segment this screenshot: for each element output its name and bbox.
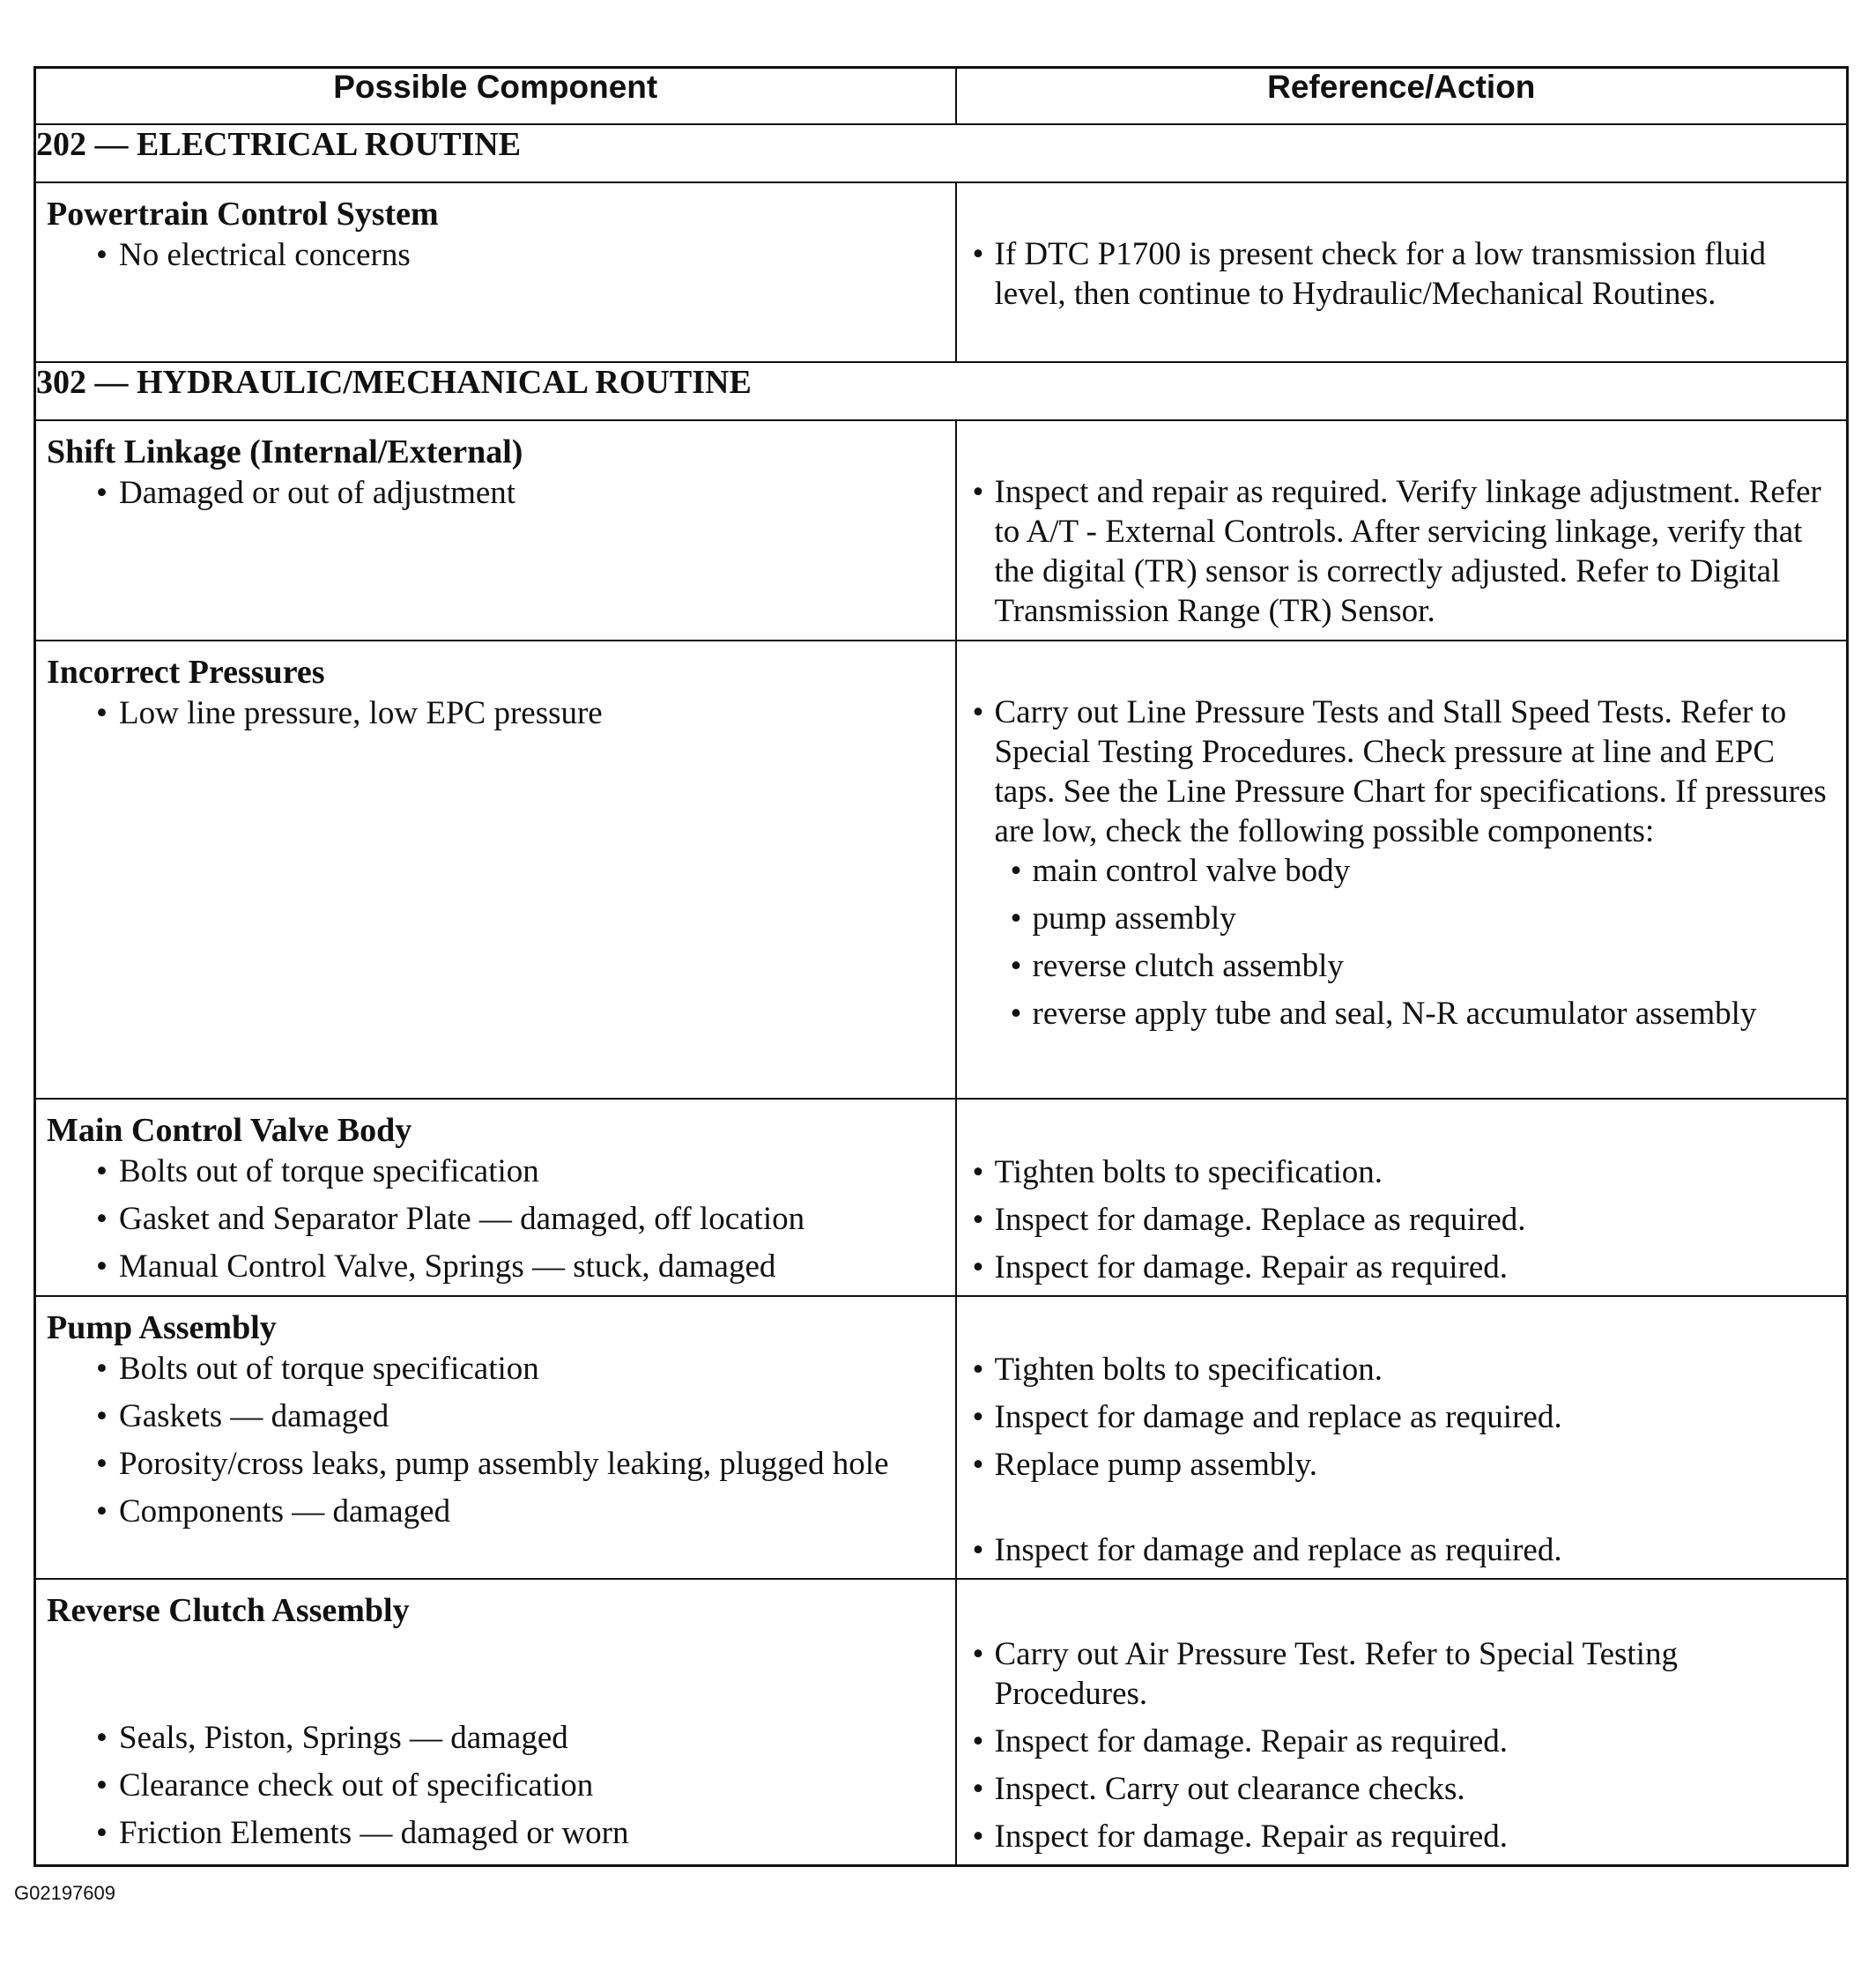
figure-code: G02197609 (14, 1882, 115, 1904)
list-item: • Inspect for damage. Replace as required. (957, 1200, 1847, 1240)
component-title: Incorrect Pressures (47, 654, 325, 691)
header-reference-action: Reference/Action (956, 68, 1848, 125)
component-title: Powertrain Control System (47, 196, 439, 233)
list-item: • Porosity/cross leaks, pump assembly leaking, plugged hole (36, 1445, 902, 1483)
action-list (957, 693, 1847, 1033)
component-items (36, 1633, 955, 1852)
list-item: • Inspect for damage and replace as required. (957, 1530, 1847, 1570)
header-row (35, 68, 1848, 125)
routine-title: 202 — ELECTRICAL ROUTINE (35, 124, 1848, 182)
list-item: • Inspect for damage. Repair as required. (957, 1248, 1847, 1287)
component-cell (35, 641, 956, 1099)
component-items (36, 236, 955, 274)
component-items (36, 1152, 955, 1285)
list-item: • Replace pump assembly. (957, 1445, 1847, 1485)
action-text: Carry out Line Pressure Tests and Stall Speed Tests. Refer to Special Testing Procedures. Check pressure at line and EPC taps. See the Line Pressure Chart for specifications. If pressures are low, check the following possible components: (994, 694, 1827, 849)
list-item: • If DTC P1700 is present check for a low transmission fluid level, then continue to Hydraulic/Mechanical Routines. (957, 234, 1847, 314)
list-item: • No electrical concerns (36, 236, 955, 274)
action-list (957, 1634, 1847, 1856)
list-item: • Carry out Air Pressure Test. Refer to Special Testing Procedures. (957, 1634, 1847, 1714)
subitem-list (995, 851, 1835, 1033)
component-row-reverse-clutch (35, 1579, 1848, 1866)
component-title: Pump Assembly (47, 1309, 277, 1346)
component-items (36, 694, 955, 732)
action-cell (956, 420, 1848, 641)
list-item: • Bolts out of torque specification (36, 1152, 955, 1190)
component-cell (35, 1099, 956, 1296)
action-cell (956, 182, 1848, 362)
routine-row-electrical (35, 124, 1848, 182)
list-item: • Tighten bolts to specification. (957, 1350, 1847, 1389)
list-item: • Friction Elements — damaged or worn (36, 1814, 955, 1852)
list-item: • Components — damaged (36, 1493, 902, 1530)
action-list (957, 234, 1847, 314)
component-cell (35, 420, 956, 641)
list-item: • Inspect and repair as required. Verify linkage adjustment. Refer to A/T - External Controls. After servicing linkage, verify that the digital (TR) sensor is correctly adjusted. Refer to Digital Transmission Range (TR) Sensor. (957, 472, 1847, 631)
component-row-shift-linkage (35, 420, 1848, 641)
sub-item: • main control valve body (995, 851, 1835, 891)
routine-row-hydraulic (35, 362, 1848, 420)
sub-item: • pump assembly (995, 899, 1835, 938)
component-cell (35, 1296, 956, 1579)
component-items (36, 474, 955, 512)
diagnostic-table (33, 66, 1849, 1867)
component-row-pump-assembly (35, 1296, 1848, 1579)
component-items (36, 1350, 955, 1530)
component-cell (35, 1579, 956, 1866)
list-item: • Seals, Piston, Springs — damaged (36, 1719, 955, 1757)
action-cell (956, 641, 1848, 1099)
component-row-main-control-valve (35, 1099, 1848, 1296)
list-item: • Damaged or out of adjustment (36, 474, 955, 512)
list-item: • Tighten bolts to specification. (957, 1152, 1847, 1192)
sub-item: • reverse apply tube and seal, N-R accumulator assembly (995, 994, 1835, 1033)
action-list (957, 1350, 1847, 1570)
component-row-incorrect-pressures (35, 641, 1848, 1099)
header-possible-component: Possible Component (35, 68, 956, 125)
component-title: Main Control Valve Body (47, 1112, 412, 1149)
component-row-powertrain (35, 182, 1848, 362)
action-list (957, 472, 1847, 631)
list-item: • Inspect for damage. Repair as required. (957, 1722, 1847, 1761)
sub-item: • reverse clutch assembly (995, 946, 1835, 986)
list-item: • Inspect for damage and replace as required. (957, 1397, 1847, 1437)
component-title: Reverse Clutch Assembly (47, 1592, 410, 1629)
action-list (957, 1152, 1847, 1287)
list-item: • Gaskets — damaged (36, 1397, 902, 1435)
list-item: • Inspect. Carry out clearance checks. (957, 1769, 1847, 1809)
action-cell (956, 1579, 1848, 1866)
list-item: • Bolts out of torque specification (36, 1350, 902, 1388)
routine-title: 302 — HYDRAULIC/MECHANICAL ROUTINE (35, 362, 1848, 420)
action-cell (956, 1099, 1848, 1296)
component-title: Shift Linkage (Internal/External) (47, 433, 523, 470)
list-item: • Gasket and Separator Plate — damaged, off location (36, 1200, 955, 1238)
list-item: • Low line pressure, low EPC pressure (36, 694, 955, 732)
list-item: • Clearance check out of specification (36, 1767, 955, 1804)
component-cell (35, 182, 956, 362)
list-item: • Manual Control Valve, Springs — stuck, damaged (36, 1248, 955, 1285)
action-cell (956, 1296, 1848, 1579)
list-item: • Inspect for damage. Repair as required. (957, 1817, 1847, 1856)
list-item (957, 693, 1847, 1033)
